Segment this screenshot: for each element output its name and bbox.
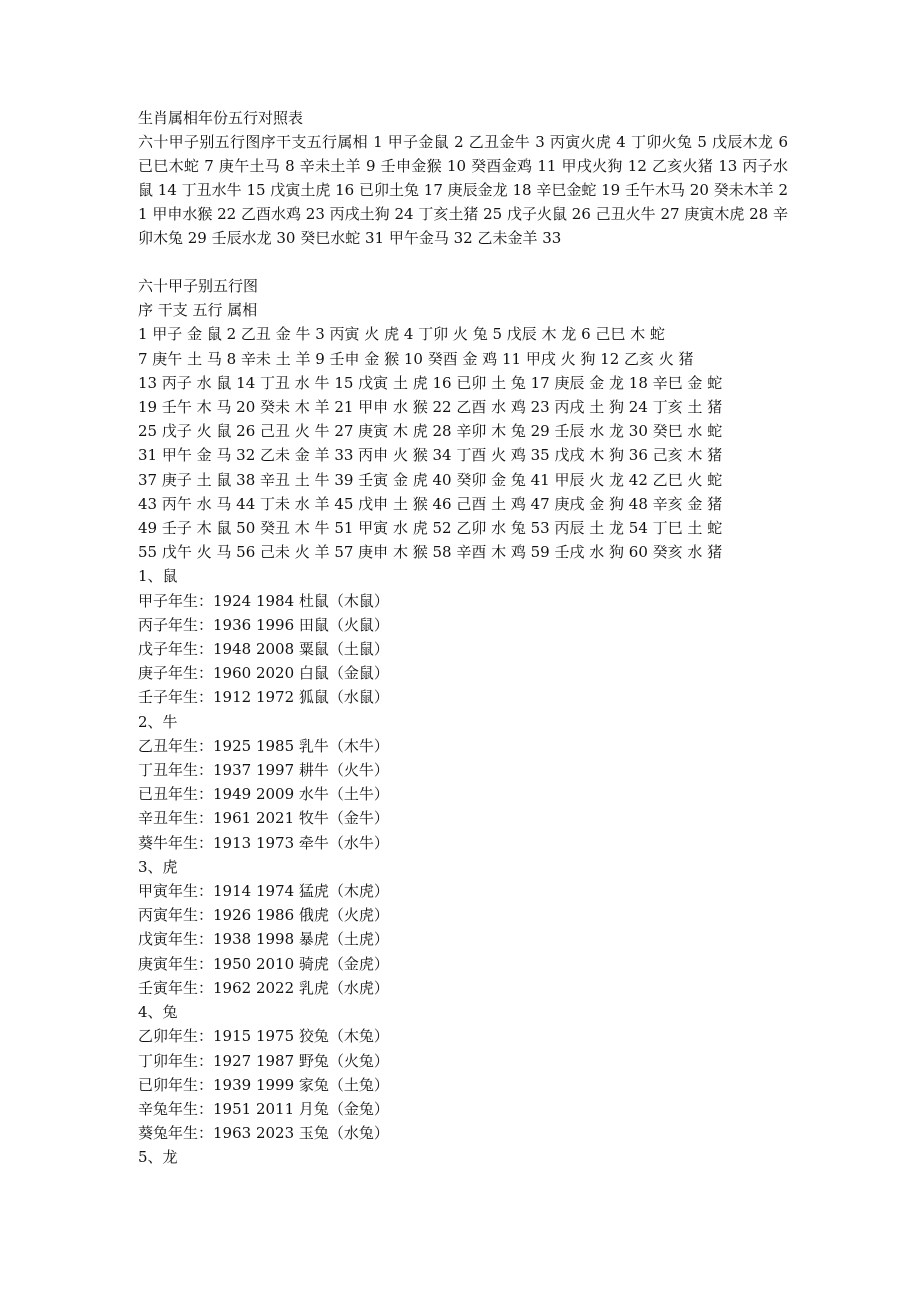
list-item: 乙卯年生：1915 1975 狡兔（木兔）: [138, 1027, 389, 1046]
list-item: 壬子年生：1912 1972 狐鼠（水鼠）: [138, 688, 389, 707]
list-item: 庚子年生：1960 2020 白鼠（金鼠）: [138, 664, 389, 683]
table-header-line: 序 干支 五行 属相: [138, 301, 258, 320]
zodiac-heading-dragon: 5、龙: [138, 1148, 178, 1167]
table-row: 49 壬子 木 鼠 50 癸丑 木 牛 51 甲寅 水 虎 52 乙卯 水 兔 53 丙辰 土 龙 54 丁巳 土 蛇: [138, 519, 723, 538]
list-item: 已丑年生：1949 2009 水牛（土牛）: [138, 785, 389, 804]
list-item: 戊子年生：1948 2008 粟鼠（土鼠）: [138, 640, 389, 659]
table-row: 55 戊午 火 马 56 己未 火 羊 57 庚申 木 猴 58 辛酉 木 鸡 59 壬戌 水 狗 60 癸亥 水 猪: [138, 543, 723, 562]
zodiac-heading-rabbit: 4、兔: [138, 1003, 178, 1022]
table-row: 37 庚子 土 鼠 38 辛丑 土 牛 39 壬寅 金 虎 40 癸卯 金 兔 41 甲辰 火 龙 42 乙巳 火 蛇: [138, 470, 723, 489]
table-row: 19 壬午 木 马 20 癸未 木 羊 21 甲申 水 猴 22 乙酉 水 鸡 23 丙戌 土 狗 24 丁亥 土 猪: [138, 398, 723, 417]
zodiac-heading-rat: 1、鼠: [138, 567, 178, 586]
list-item: 辛兔年生：1951 2011 月兔（金兔）: [138, 1099, 389, 1118]
table-row: 25 戊子 火 鼠 26 己丑 火 牛 27 庚寅 木 虎 28 辛卯 木 兔 29 壬辰 水 龙 30 癸巳 水 蛇: [138, 422, 723, 441]
list-item: 戊寅年生：1938 1998 暴虎（土虎）: [138, 930, 389, 949]
paragraph-spacer: [138, 250, 788, 274]
list-item: 丙寅年生：1926 1986 俄虎（火虎）: [138, 906, 389, 925]
list-item: 甲子年生：1924 1984 杜鼠（木鼠）: [138, 591, 389, 610]
intro-paragraph: 六十甲子别五行图序干支五行属相 1 甲子金鼠 2 乙丑金牛 3 丙寅火虎 4 丁卯火兔 5 戊辰木龙 6 已巳木蛇 7 庚午土马 8 辛未土羊 9 壬申金猴 10 癸酉金鸡 11 甲戌火狗 12 乙亥火猪 13 丙子水鼠 14 丁丑水牛 15 戊寅土虎 16 已卯土兔 17 庚辰金龙 18 辛巳金蛇 19 壬午木马 20 癸未木羊 21 甲申水猴 22 乙酉水鸡 23 丙戌土狗 24 丁亥土猪 25 戊子火鼠 26 己丑火牛 27 庚寅木虎 28 辛卯木兔 29 壬辰水龙 30 癸巳水蛇 31 甲午金马 32 乙未金羊 33: [138, 133, 788, 247]
list-item: 甲寅年生：1914 1974 猛虎（木虎）: [138, 882, 389, 901]
list-item: 葵兔年生：1963 2023 玉兔（水兔）: [138, 1124, 389, 1143]
table-row: 13 丙子 水 鼠 14 丁丑 水 牛 15 戊寅 土 虎 16 已卯 土 兔 17 庚辰 金 龙 18 辛巳 金 蛇: [138, 373, 723, 392]
list-item: 壬寅年生：1962 2022 乳虎（水虎）: [138, 978, 389, 997]
list-item: 庚寅年生：1950 2010 骑虎（金虎）: [138, 954, 389, 973]
list-item: 丙子年生：1936 1996 田鼠（火鼠）: [138, 615, 389, 634]
zodiac-heading-tiger: 3、虎: [138, 857, 178, 876]
list-item: 乙丑年生：1925 1985 乳牛（木牛）: [138, 736, 389, 755]
table-row: 7 庚午 土 马 8 辛未 土 羊 9 壬申 金 猴 10 癸酉 金 鸡 11 甲戌 火 狗 12 乙亥 火 猪: [138, 349, 694, 368]
document-title: 生肖属相年份五行对照表: [138, 109, 304, 127]
document-page: [138, 106, 788, 1170]
table-row: 31 甲午 金 马 32 乙未 金 羊 33 丙申 火 猴 34 丁酉 火 鸡 35 戊戌 木 狗 36 己亥 木 猪: [138, 446, 723, 465]
list-item: 葵牛年生：1913 1973 牵牛（水牛）: [138, 833, 389, 852]
list-item: 丁卯年生：1927 1987 野兔（火兔）: [138, 1051, 389, 1070]
list-item: 已卯年生：1939 1999 家兔（土兔）: [138, 1075, 389, 1094]
table-row: 43 丙午 水 马 44 丁未 水 羊 45 戊申 土 猴 46 己酉 土 鸡 47 庚戌 金 狗 48 辛亥 金 猪: [138, 494, 723, 513]
section-heading: 六十甲子别五行图: [138, 277, 259, 295]
zodiac-heading-ox: 2、牛: [138, 712, 178, 731]
table-row: 1 甲子 金 鼠 2 乙丑 金 牛 3 丙寅 火 虎 4 丁卯 火 兔 5 戊辰 木 龙 6 己巳 木 蛇: [138, 325, 665, 344]
list-item: 丁丑年生：1937 1997 耕牛（火牛）: [138, 761, 389, 780]
list-item: 辛丑年生：1961 2021 牧牛（金牛）: [138, 809, 389, 828]
